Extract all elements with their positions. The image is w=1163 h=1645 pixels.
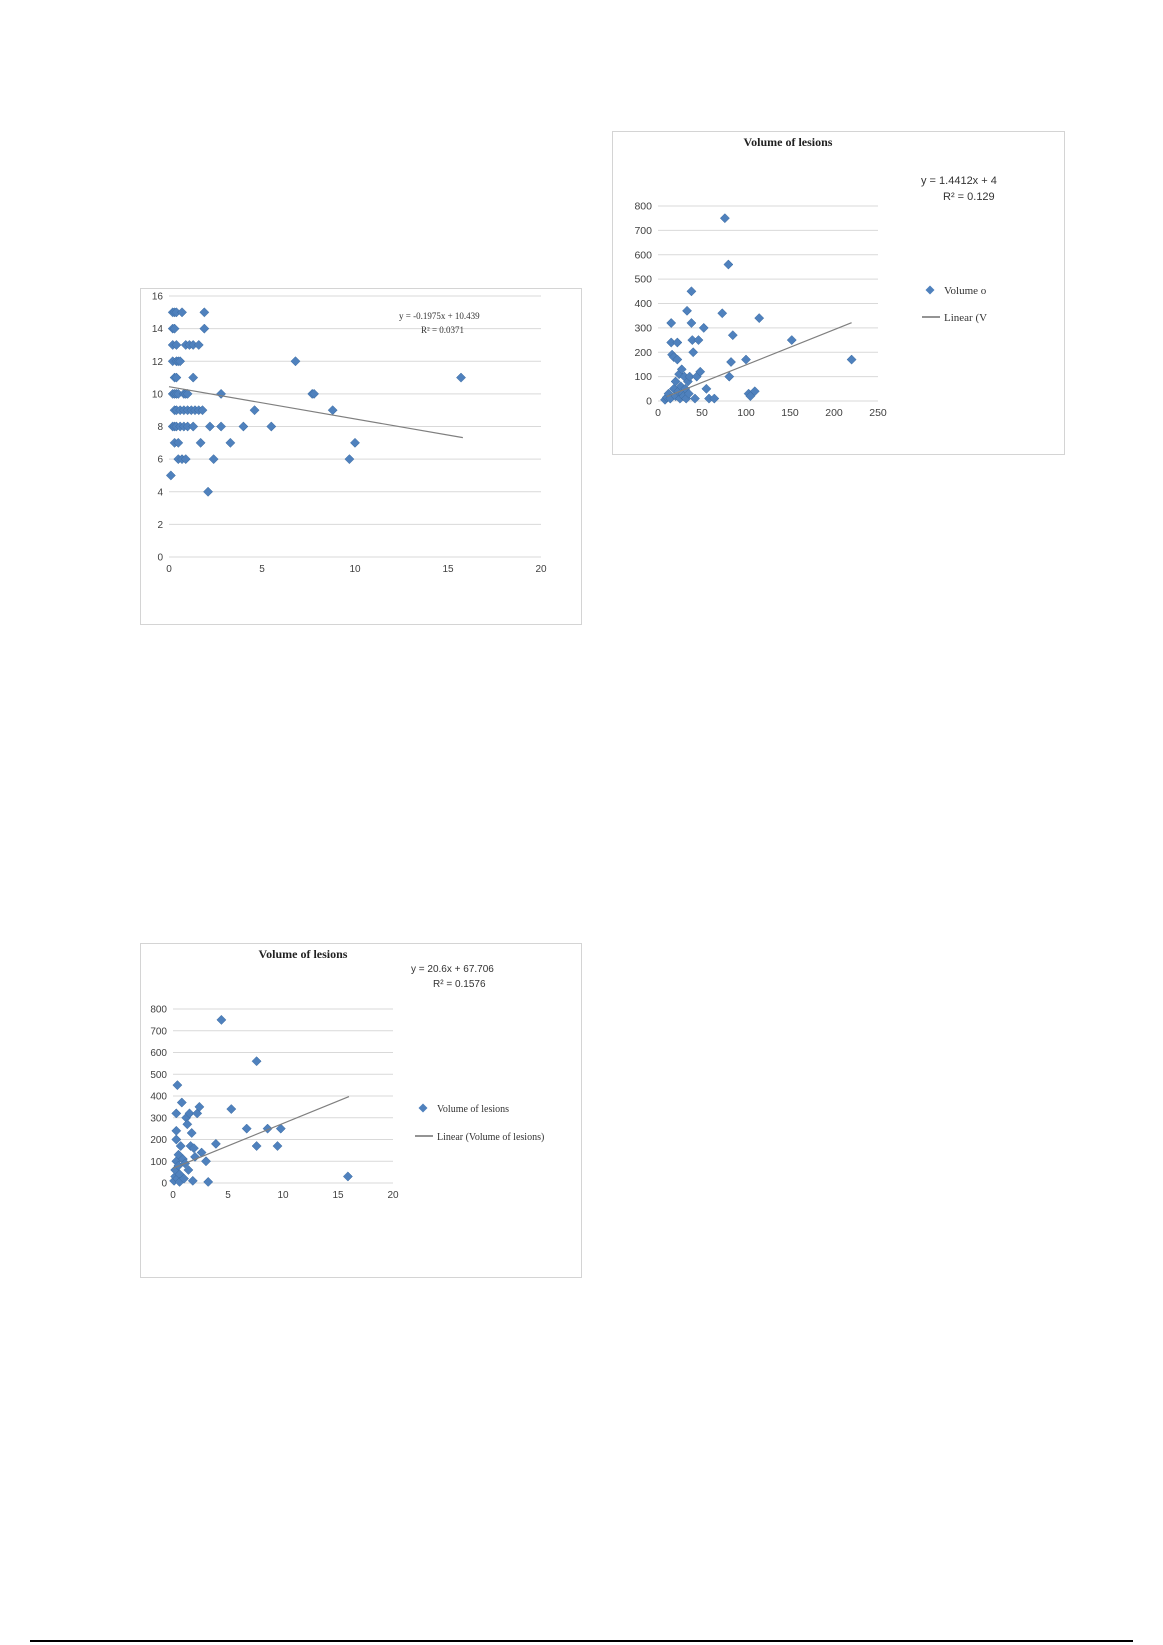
data-point: [201, 1157, 210, 1166]
data-point: [189, 422, 198, 431]
data-point: [273, 1141, 282, 1150]
x-tick-label: 5: [225, 1190, 231, 1201]
data-point: [787, 335, 796, 344]
trendline: [667, 323, 852, 397]
data-point: [217, 1015, 226, 1024]
data-point: [209, 455, 218, 464]
y-tick-label: 200: [634, 346, 652, 359]
y-tick-label: 800: [150, 1004, 167, 1016]
data-point: [726, 357, 735, 366]
data-point: [200, 324, 209, 333]
y-tick-label: 400: [634, 298, 652, 310]
data-point: [177, 1098, 186, 1107]
y-tick-label: 700: [150, 1026, 167, 1038]
x-tick-label: 50: [696, 407, 708, 419]
y-tick-label: 600: [150, 1048, 167, 1059]
y-tick-label: 12: [151, 356, 163, 368]
y-tick-label: 0: [157, 552, 163, 564]
trendline-equation: y = 20.6x + 67.706: [411, 964, 494, 975]
data-point: [226, 438, 235, 447]
data-point: [196, 438, 205, 447]
data-point: [456, 373, 465, 382]
data-point: [345, 455, 354, 464]
data-point: [718, 309, 727, 318]
scatter-chart-2: [613, 132, 1064, 454]
legend-label-series: Volume of lesions: [437, 1104, 510, 1115]
legend-marker: [419, 1104, 428, 1113]
data-point: [183, 1120, 192, 1129]
data-point: [350, 438, 359, 447]
x-tick-label: 250: [869, 407, 887, 419]
data-point: [187, 1128, 196, 1137]
data-point: [687, 318, 696, 327]
data-point: [328, 406, 337, 415]
y-tick-label: 200: [150, 1135, 167, 1146]
data-point: [682, 306, 691, 315]
data-point: [291, 357, 300, 366]
data-point: [242, 1124, 251, 1133]
data-point: [741, 355, 750, 364]
data-point: [204, 1177, 213, 1186]
data-point: [177, 308, 186, 317]
legend-label-trendline: Linear (V: [944, 312, 988, 324]
x-tick-label: 10: [277, 1190, 289, 1201]
scatter-chart-1: [141, 289, 581, 624]
data-point: [172, 1109, 181, 1118]
data-point: [724, 260, 733, 269]
data-point: [200, 308, 209, 317]
y-tick-label: 500: [634, 273, 652, 286]
data-point: [189, 373, 198, 382]
y-tick-label: 4: [157, 487, 163, 499]
data-point: [689, 348, 698, 357]
chart-frame-1: [140, 288, 582, 625]
data-point: [267, 422, 276, 431]
scatter-chart-3: [141, 944, 581, 1277]
data-point: [166, 471, 175, 480]
y-tick-label: 16: [151, 291, 163, 303]
y-tick-label: 800: [634, 200, 652, 213]
trendline-r2: R² = 0.0371: [421, 325, 465, 335]
trendline-r2: R² = 0.129: [943, 191, 995, 203]
x-tick-label: 150: [781, 407, 799, 419]
y-tick-label: 400: [150, 1091, 167, 1103]
legend-label-trendline: Linear (Volume of lesions): [437, 1132, 545, 1143]
x-tick-label: 5: [259, 564, 265, 575]
x-tick-label: 15: [332, 1190, 344, 1201]
data-point: [673, 338, 682, 347]
x-tick-label: 10: [349, 564, 361, 575]
y-tick-label: 14: [151, 324, 163, 336]
data-point: [188, 1176, 197, 1185]
data-point: [728, 331, 737, 340]
legend-marker: [926, 286, 935, 295]
data-point: [211, 1139, 220, 1148]
data-point: [694, 335, 703, 344]
chart-frame-3: [140, 943, 582, 1278]
x-tick-label: 0: [166, 564, 172, 575]
y-tick-label: 8: [157, 422, 163, 433]
trendline-r2: R² = 0.1576: [433, 979, 486, 990]
trendline-equation: y = -0.1975x + 10.439: [399, 311, 480, 321]
y-tick-label: 10: [151, 389, 163, 401]
y-tick-label: 700: [634, 224, 652, 237]
x-tick-label: 20: [387, 1190, 399, 1201]
data-point: [250, 406, 259, 415]
trendline-equation: y = 1.4412x + 4: [921, 175, 997, 187]
x-tick-label: 20: [535, 564, 547, 575]
data-point: [194, 340, 203, 349]
data-point: [667, 318, 676, 327]
y-tick-label: 100: [150, 1156, 167, 1168]
x-tick-label: 200: [825, 407, 843, 419]
chart-title: Volume of lesions: [258, 947, 348, 961]
data-point: [755, 314, 764, 323]
y-tick-label: 6: [157, 454, 163, 466]
x-tick-label: 15: [442, 564, 454, 575]
y-tick-label: 2: [157, 519, 163, 531]
data-point: [252, 1141, 261, 1150]
data-point: [702, 384, 711, 393]
data-point: [343, 1172, 352, 1181]
data-point: [847, 355, 856, 364]
chart-title: Volume of lesions: [743, 135, 833, 149]
data-point: [720, 214, 729, 223]
page-bottom-rule: [30, 1640, 1133, 1642]
data-point: [239, 422, 248, 431]
data-point: [252, 1057, 261, 1066]
data-point: [216, 422, 225, 431]
y-tick-label: 100: [634, 371, 652, 384]
x-tick-label: 0: [170, 1190, 176, 1201]
y-tick-label: 600: [634, 249, 652, 262]
data-point: [710, 394, 719, 403]
data-point: [227, 1104, 236, 1113]
data-point: [173, 1081, 182, 1090]
y-tick-label: 0: [161, 1178, 167, 1190]
data-point: [687, 287, 696, 296]
data-point: [172, 1126, 181, 1135]
y-tick-label: 500: [150, 1069, 167, 1081]
x-tick-label: 100: [737, 407, 755, 419]
y-tick-label: 300: [634, 322, 652, 335]
legend-label-series: Volume o: [944, 285, 987, 297]
data-point: [205, 422, 214, 431]
data-point: [699, 323, 708, 332]
x-tick-label: 0: [655, 407, 661, 419]
y-tick-label: 300: [150, 1113, 167, 1125]
data-point: [216, 389, 225, 398]
chart-frame-2: [612, 131, 1065, 455]
data-point: [203, 487, 212, 496]
y-tick-label: 0: [646, 395, 652, 408]
